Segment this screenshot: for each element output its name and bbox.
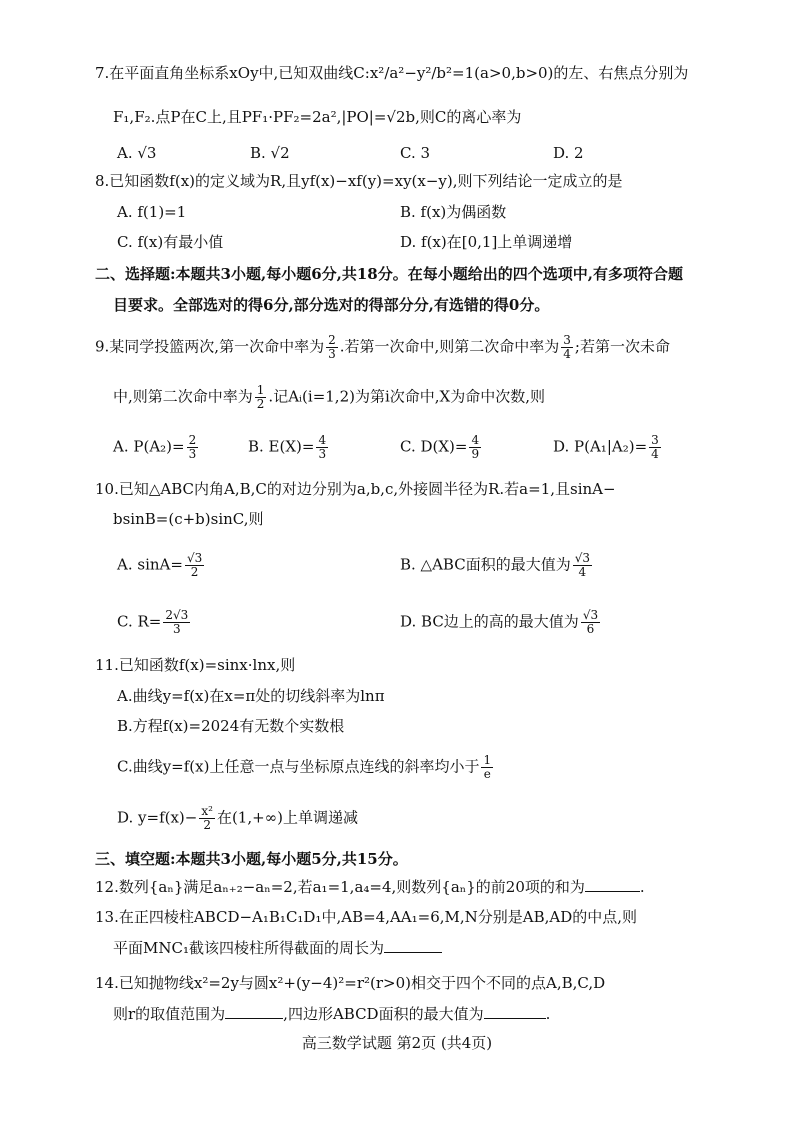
- q10-line2: bsinB=(c+b)sinC,则: [113, 510, 264, 528]
- q7-line2: F₁,F₂.点P在C上,且PF₁·PF₂=2a²,|PO|=√2b,则C的离心率为: [113, 108, 522, 126]
- q9-option-b: B. E(X)= $\frac{4}{3}$: [248, 433, 327, 461]
- q8-option-d: D. f(x)在[0,1]上单调递增: [400, 233, 573, 251]
- q9-option-d: D. P(A₁|A₂)= $\frac{3}{4}$: [553, 433, 659, 461]
- q9-text-b: .若第一次命中,则第二次命中率为: [339, 337, 560, 356]
- page-footer: 高三数学试题 第2页 (共4页): [301, 1034, 493, 1052]
- q14-line2: 则r的取值范围为 ,四边形ABCD面积的最大值为 .: [113, 1005, 551, 1023]
- q9-text-c: ;若第一次未命: [574, 337, 670, 356]
- q9-text-e: .记Aᵢ(i=1,2)为第i次命中,X为命中次数,则: [268, 387, 545, 406]
- q13-line1: 13.在正四棱柱ABCD−A₁B₁C₁D₁中,AB=4,AA₁=6,M,N分别是AB,AD的中点,则: [95, 908, 638, 926]
- q7-option-a: A. √3: [117, 144, 157, 162]
- q12-answer-blank[interactable]: [585, 877, 640, 892]
- q9-option-c: C. D(X)= $\frac{4}{9}$: [400, 433, 480, 461]
- section3-heading: 三、填空题:本题共3小题,每小题5分,共15分。: [95, 850, 408, 868]
- q13-line2: 平面MNC₁截该四棱柱所得截面的周长为: [113, 937, 442, 959]
- q8-option-a: A. f(1)=1: [117, 203, 187, 221]
- q9-text-d: 中,则第二次命中率为: [113, 387, 253, 406]
- q8-stem: 8.已知函数f(x)的定义域为R,且yf(x)−xf(y)=xy(x−y),则下列结论一定成立的是: [95, 172, 623, 190]
- q11-option-b: B.方程f(x)=2024有无数个实数根: [117, 717, 345, 735]
- q10-option-c: C. R= $\frac{2√3}{3}$: [117, 608, 189, 636]
- q8-option-b: B. f(x)为偶函数: [400, 203, 507, 221]
- q14-line1: 14.已知抛物线x²=2y与圆x²+(y−4)²=r²(r>0)相交于四个不同的点A,B,C,D: [95, 974, 606, 992]
- q7-line1: 7.在平面直角坐标系xOy中,已知双曲线C:x²/a²−y²/b²=1(a>0,b>0)的左、右焦点分别为: [95, 64, 689, 82]
- q11-stem: 11.已知函数f(x)=sinx·lnx,则: [95, 656, 296, 674]
- q9-line1: [95, 334, 670, 361]
- q9-fraction-3: $\frac{1}{2}$: [256, 383, 265, 411]
- q10-line1: 10.已知△ABC内角A,B,C的对边分别为a,b,c,外接圆半径为R.若a=1,且sinA−: [95, 480, 616, 498]
- q7-option-b: B. √2: [250, 144, 290, 162]
- q9-option-a: A. P(A₂)= $\frac{2}{3}$: [113, 433, 197, 461]
- q11-option-d: D. y=f(x)− $\frac{\text{x²}}{2}$ 在(1,+∞)上单调递减: [117, 804, 359, 832]
- q10-option-a: A. sinA= $\frac{√3}{2}$: [117, 551, 203, 579]
- q10-option-d: D. BC边上的高的最大值为 $\frac{√3}{6}$: [400, 608, 599, 636]
- q11-option-c: C.曲线y=f(x)上任意一点与坐标原点连线的斜率均小于 $\frac{1}{e}$: [117, 753, 492, 781]
- q9-fraction-1: $\frac{2}{3}$: [328, 333, 336, 361]
- q10-option-b: B. △ABC面积的最大值为 $\frac{√3}{4}$: [400, 551, 590, 579]
- q9-line2: [113, 384, 545, 411]
- q8-option-c: C. f(x)有最小值: [117, 233, 224, 251]
- q13-answer-blank[interactable]: [384, 938, 442, 953]
- q9-fraction-2: $\frac{3}{4}$: [563, 333, 571, 361]
- q14-answer-blank-2[interactable]: [484, 1004, 546, 1019]
- q12-line: 12.数列{aₙ}满足aₙ₊₂−aₙ=2,若a₁=1,a₄=4,则数列{aₙ}的前20项的和为 .: [95, 878, 645, 896]
- q9-text-a: 9.某同学投篮两次,第一次命中率为: [95, 337, 325, 356]
- section2-line1: 二、选择题:本题共3小题,每小题6分,共18分。在每小题给出的四个选项中,有多项符合题: [95, 265, 683, 283]
- q7-option-c: C. 3: [400, 144, 431, 162]
- section2-line2: 目要求。全部选对的得6分,部分选对的得部分分,有选错的得0分。: [113, 296, 550, 314]
- q14-answer-blank-1[interactable]: [225, 1004, 283, 1019]
- q11-option-a: A.曲线y=f(x)在x=π处的切线斜率为lnπ: [117, 687, 385, 705]
- q7-option-d: D. 2: [553, 144, 584, 162]
